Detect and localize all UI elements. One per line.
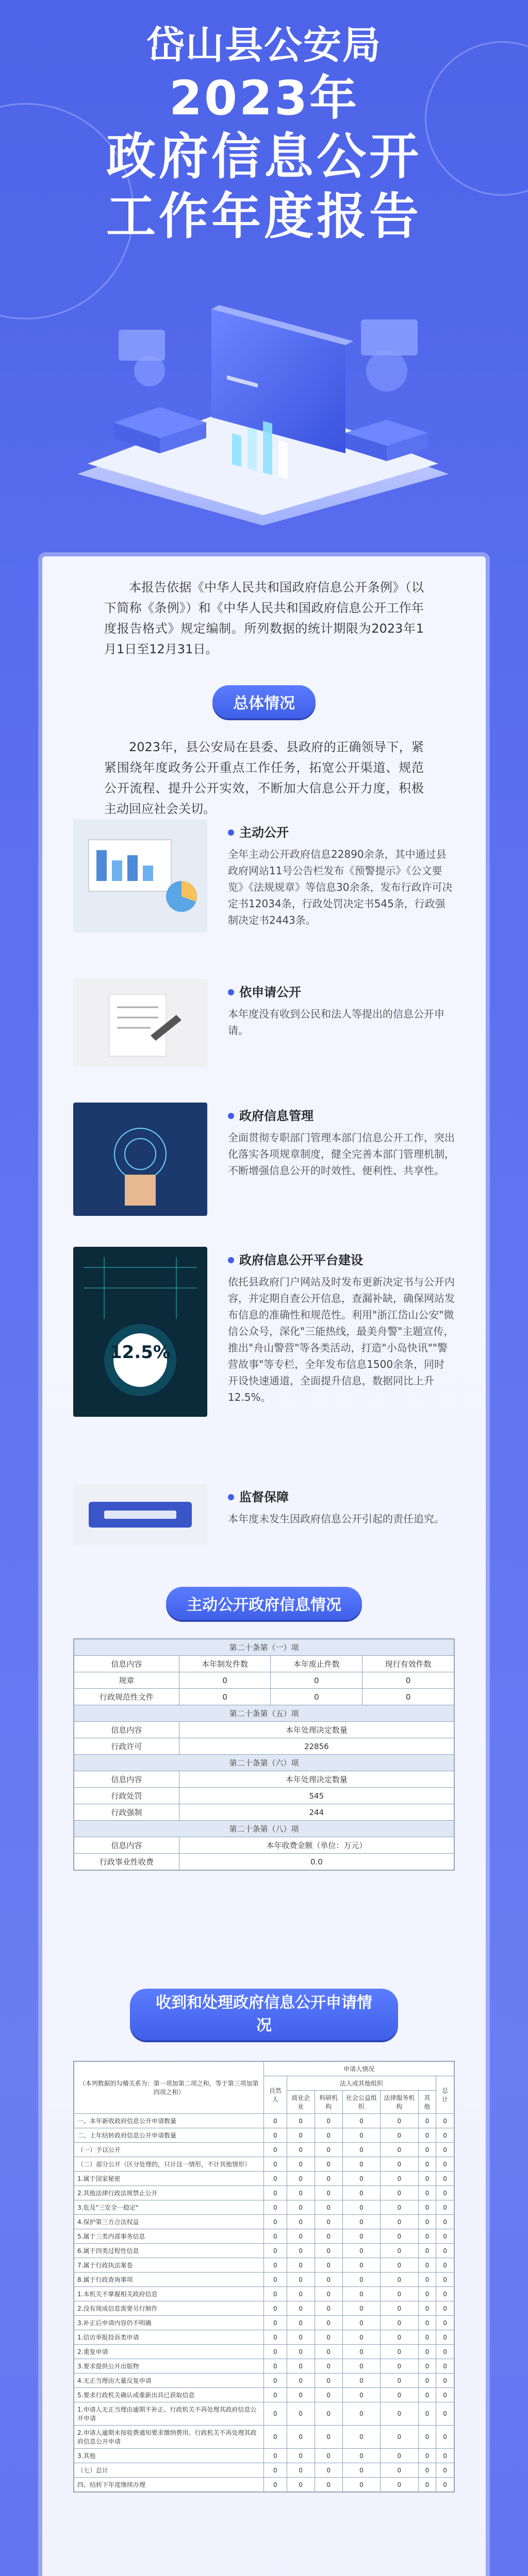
item-title: 监督保障 [239, 1490, 289, 1504]
hero-subtitle-2: 工作年度报告 [106, 188, 422, 245]
table-row: 3.补正后申请内容仍不明确 0 0 0 0 0 0 0 [74, 2316, 454, 2330]
bullet-icon [228, 989, 234, 995]
table-header: 其他 [418, 2091, 436, 2114]
intro-paragraph: 本报告依据《中华人民共和国政府信息公开条例》（以下简称《条例》）和《中华人民共和国政府信息公开工作年度报告格式》规定编制。所列数据的统计期限为2023年1月1日至12月31日。 [104, 580, 424, 656]
section-proactive-heading: 主动公开政府信息情况 [166, 1587, 362, 1620]
table-header: 申请人情况 [264, 2062, 454, 2076]
item-management [73, 1103, 455, 1247]
table-header: 本年制发件数 [179, 1656, 271, 1672]
table-band: 第二十条第（六）项 [74, 1755, 454, 1771]
item-platform [73, 1247, 455, 1453]
overview-paragraph: 2023年，县公安局在县委、县政府的正确领导下，紧紧围绕年度政务公开重点工作任务，拓宽公开渠道、规范公开流程、提升公开实效，不断加大信息公开力度，积极主动回应社会关切。 [104, 740, 424, 816]
table-row: 1.申请人无正当理由逾期不补正、行政机关不再处理其政府信息公开申请 0 0 0 0 0 0 0 [74, 2402, 454, 2426]
table-header: 科研机构 [315, 2091, 342, 2114]
bullet-icon [228, 1494, 234, 1500]
item-title: 政府信息管理 [239, 1109, 314, 1123]
table-header: 现行有效件数 [362, 1656, 454, 1672]
table-header: 法人或其他组织 [287, 2076, 436, 2091]
table-row: 2.其他法律行政法规禁止公开 0 0 0 0 0 0 0 [74, 2186, 454, 2200]
hand-document-image [73, 979, 207, 1066]
report-card [42, 556, 486, 2576]
table-row: 一、本年新收政府信息公开申请数量 0 0 0 0 0 0 0 [74, 2114, 454, 2128]
section-overview-heading: 总体情况 [212, 685, 316, 718]
item-supervision [73, 1484, 455, 1566]
table-row: 行政规范性文件 0 0 0 [74, 1689, 454, 1705]
table-row: （七）总计 0 0 0 0 0 0 0 [74, 2463, 454, 2478]
hero-year: 2023年 [169, 71, 359, 126]
table-row: 7.属于行政执法案卷 0 0 0 0 0 0 0 [74, 2258, 454, 2273]
table-row: 四、结转下年度继续办理 0 0 0 0 0 0 0 [74, 2478, 454, 2492]
item-text: 本年度未发生因政府信息公开引起的责任追究。 [228, 1513, 444, 1525]
isometric-dashboard-illustration [57, 268, 469, 526]
table-header: 信息内容 [74, 1771, 179, 1788]
laptop-chart-image [73, 819, 207, 933]
table-header: 信息内容 [74, 1837, 179, 1854]
table-row: 3.要求提供公开出版物 0 0 0 0 0 0 0 [74, 2359, 454, 2374]
table-row: 1.属于国家秘密 0 0 0 0 0 0 0 [74, 2172, 454, 2186]
item-text: 全面贯彻专职部门管理本部门信息公开工作，突出化落实各项规章制度，健全完善本部门管理机制，不断增强信息公开的时效性、便利性、共享性。 [228, 1131, 455, 1177]
table-row: 6.属于四类过程性信息 0 0 0 0 0 0 0 [74, 2244, 454, 2258]
logo-image [73, 1484, 207, 1546]
table-row: 行政处罚 545 [74, 1788, 454, 1804]
table-band: 第二十条第（五）项 [74, 1705, 454, 1722]
table-row: 5.属于三类内部事务信息 0 0 0 0 0 0 0 [74, 2229, 454, 2244]
table-row: 8.属于行政查询事项 0 0 0 0 0 0 0 [74, 2273, 454, 2287]
table-header: 本年收费金额（单位：万元） [179, 1837, 454, 1854]
item-title: 政府信息公开平台建设 [239, 1253, 363, 1267]
hero-title [0, 21, 528, 246]
table-row: 4.无正当理由大量反复申请 0 0 0 0 0 0 0 [74, 2374, 454, 2388]
table-row: 二、上年结转政府信息公开申请数量 0 0 0 0 0 0 0 [74, 2128, 454, 2143]
network-circuit-image [73, 1247, 207, 1417]
hero-subtitle-1: 政府信息公开 [106, 128, 422, 185]
table-row: 1.信访举报投诉类申请 0 0 0 0 0 0 0 [74, 2330, 454, 2345]
table-row: 4.保护第三方合法权益 0 0 0 0 0 0 0 [74, 2215, 454, 2229]
applications-table [73, 2061, 455, 2493]
table-row: 2.重复申请 0 0 0 0 0 0 0 [74, 2345, 454, 2359]
proactive-table [73, 1638, 455, 1871]
percent-badge: 12.5% [110, 1342, 171, 1363]
table-row: 2.申请人逾期未按收费通知要求缴纳费用、行政机关不再处理其政府信息公开申请 0 0 0 0 0 0 0 [74, 2426, 454, 2449]
item-text: 本年度没有收到公民和法人等提出的信息公开申请。 [228, 1008, 444, 1037]
table-header: 商业企业 [287, 2091, 315, 2114]
table-band: 第二十条第（八）项 [74, 1821, 454, 1837]
table-row: 5.要求行政机关确认或重新出具已获取信息 0 0 0 0 0 0 0 [74, 2388, 454, 2402]
table-header: 社会公益组织 [342, 2091, 380, 2114]
item-text: 全年主动公开政府信息22890余条，其中通过县政府网站11号公告栏发布《预警提示》《公文要览》《法规规章》等信息30余条，发布行政许可决定书12034条，行政处罚决定书545条，行政强制决定书2443条。 [228, 848, 453, 926]
table-band: 第二十条第（一）项 [74, 1639, 454, 1656]
item-title: 主动公开 [239, 825, 289, 840]
table-row: 行政强制 244 [74, 1804, 454, 1821]
table-row: 3.危及"三安全一稳定" 0 0 0 0 0 0 0 [74, 2200, 454, 2215]
item-title: 依申请公开 [239, 985, 301, 999]
hero-banner [0, 0, 528, 536]
table-row: 行政事业性收费 0.0 [74, 1854, 454, 1870]
table-header: 本年处理决定数量 [179, 1771, 454, 1788]
bullet-icon [228, 1257, 234, 1263]
section-applications-heading: 收到和处理政府信息公开申请情况 [130, 1989, 398, 2040]
item-application [73, 979, 455, 1092]
table-header: 信息内容 [74, 1722, 179, 1738]
table-row: 规章 0 0 0 [74, 1672, 454, 1689]
table-header: 本年废止件数 [271, 1656, 362, 1672]
table-row: 1.本机关不掌握相关政府信息 0 0 0 0 0 0 0 [74, 2287, 454, 2301]
tech-hand-image [73, 1103, 207, 1216]
table-header: 法律服务机构 [381, 2091, 418, 2114]
table-row: 3.其他 0 0 0 0 0 0 0 [74, 2449, 454, 2463]
table-row: （二）部分公开（区分处理的，只计这一情形，不计其他情形） 0 0 0 0 0 0 0 [74, 2157, 454, 2172]
hero-org: 岱山县公安局 [146, 23, 382, 67]
item-text: 依托县政府门户网站及时发布更新决定书与公开内容，并定期自查公开信息，查漏补缺，确保网站发布信息的准确性和规范性。利用"浙江岱山公安"微信公众号，深化"三能热线，最美舟警"主题宣传，推出"舟山警营"等各类活动，打造"小岛快讯""警营故事"等专栏，全年发布信息1500余条，同时开设快速通道，全面提升信息，数据同比上升12.5%。 [228, 1276, 455, 1403]
table-row: （一）予以公开 0 0 0 0 0 0 0 [74, 2143, 454, 2157]
table-header: 本年处理决定数量 [179, 1722, 454, 1738]
table-header: 总计 [436, 2076, 454, 2114]
item-proactive [73, 819, 455, 963]
table-row: 行政许可 22856 [74, 1738, 454, 1755]
table-header: （本列数据的勾稽关系为：第一项加第二项之和，等于第三项加第四项之和） [74, 2062, 264, 2114]
bullet-icon [228, 1113, 234, 1119]
bullet-icon [228, 829, 234, 836]
table-header: 信息内容 [74, 1656, 179, 1672]
table-row: 2.没有现成信息需要另行制作 0 0 0 0 0 0 0 [74, 2301, 454, 2316]
table-header: 自然人 [264, 2076, 287, 2114]
